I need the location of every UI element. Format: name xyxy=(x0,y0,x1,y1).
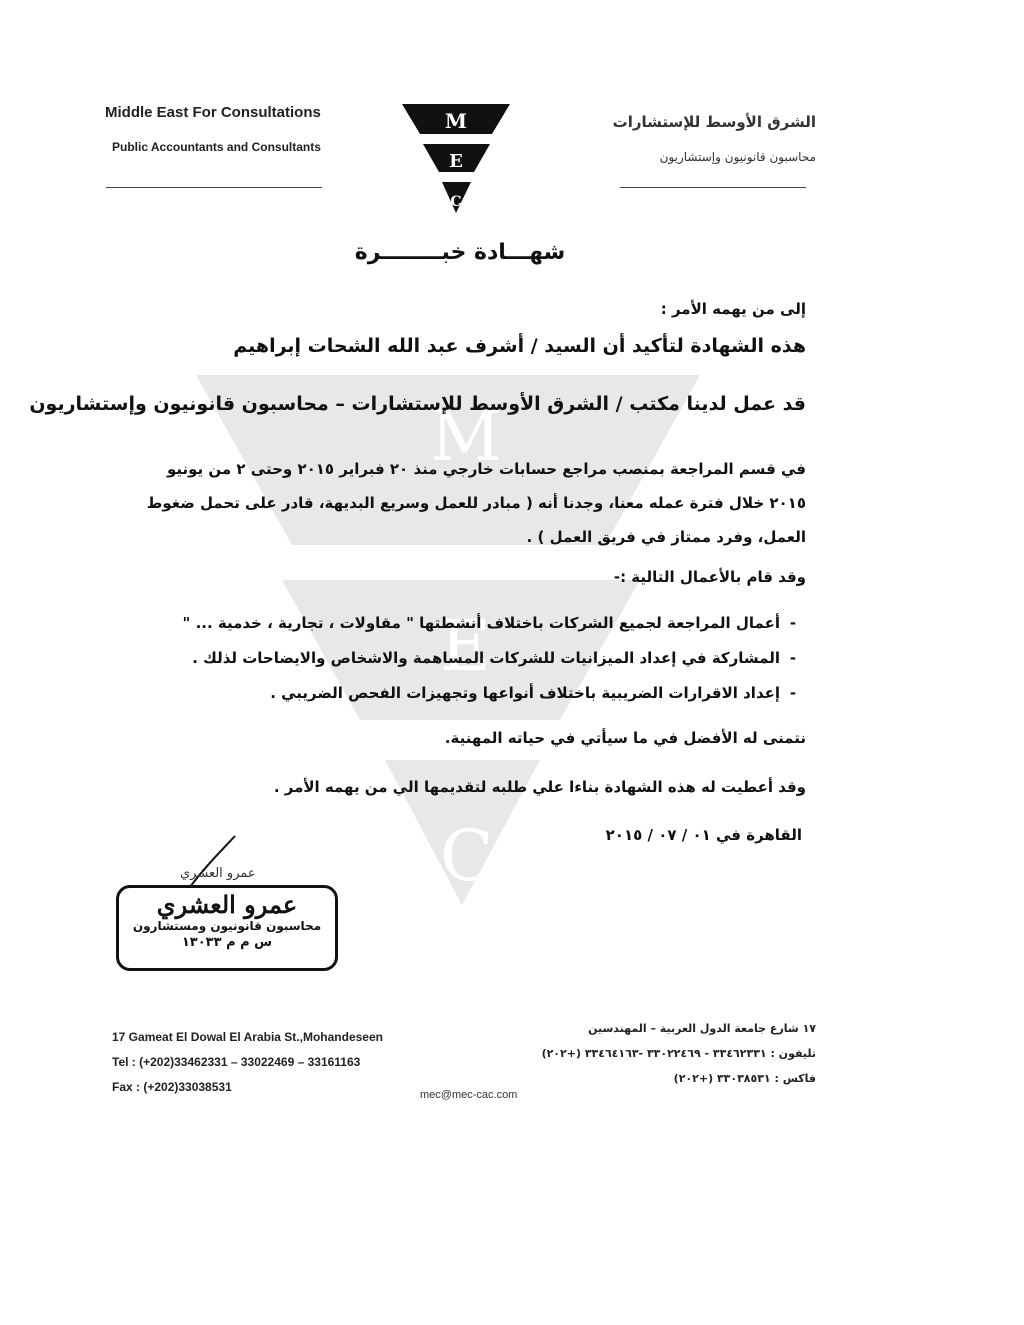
closing-line: وقد أعطيت له هذه الشهادة بناءا علي طلبه لتقديمها الي من يهمه الأمر . xyxy=(273,778,806,796)
signature-scribble xyxy=(180,832,260,892)
company-subtitle-en: Public Accountants and Consultants xyxy=(112,140,321,154)
footer-email: mec@mec-cac.com xyxy=(420,1089,518,1101)
footer-fax-ar: فاكس : ٣٣٠٣٨٥٣١ (+٢٠٢) xyxy=(673,1072,816,1085)
company-name-en: Middle East For Consultations xyxy=(105,104,321,121)
footer-address-en: 17 Gameat El Dowal El Arabia St.,Mohandeseen xyxy=(112,1030,383,1044)
signer-name: عمرو العشري xyxy=(180,866,256,881)
logo-letter-c: C xyxy=(450,194,462,210)
watermark-letter-m: M xyxy=(430,395,502,477)
salutation: إلى من يهمه الأمر : xyxy=(660,300,806,318)
footer-fax-en: Fax : (+202)33038531 xyxy=(112,1080,232,1094)
stamp-name: عمرو العشري xyxy=(156,890,298,919)
wish-line: نتمنى له الأفضل في ما سيأتي في حياته المهنية. xyxy=(444,729,806,747)
header-rule-right xyxy=(620,187,806,188)
company-logo xyxy=(402,100,512,218)
company-subtitle-ar: محاسبون قانونيون وإستشاريون xyxy=(659,150,816,164)
logo-letter-e: E xyxy=(449,151,463,172)
employment-line: قد عمل لدينا مكتب / الشرق الأوسط للإستشارات – محاسبون قانونيون وإستشاريون xyxy=(29,393,806,415)
official-stamp xyxy=(116,885,338,971)
watermark-letter-e: E xyxy=(440,605,492,687)
confirmation-line: هذه الشهادة لتأكيد أن السيد / أشرف عبد الله الشحات إبراهيم xyxy=(233,335,806,357)
footer-address-ar: ١٧ شارع جامعة الدول العربية – المهندسين xyxy=(588,1022,816,1035)
footer-tel-ar: تليفون : ٣٣٤٦٢٣٣١ - ٣٣٠٢٢٤٦٩ -٣٣٤٦٤١٦٣ (+٢٠٢) xyxy=(541,1047,816,1060)
date-line: القاهرة في ٠١ / ٠٧ / ٢٠١٥ xyxy=(605,826,802,844)
watermark-letter-c: C xyxy=(440,815,494,897)
logo-letter-m: M xyxy=(444,109,468,133)
header-rule-left xyxy=(106,187,322,188)
company-name-ar: الشرق الأوسط للإستشارات xyxy=(612,113,816,131)
certificate-title: شهـــادة خبــــــــرة xyxy=(354,240,566,265)
task-item: -إعداد الاقرارات الضريبية باختلاف أنواعها وتجهيزات الفحص الضريبي . xyxy=(270,684,797,702)
stamp-registration: س م م ١٣٠٣٣ xyxy=(181,935,273,950)
performance-paragraph: في قسم المراجعة بمنصب مراجع حسابات خارجي منذ ٢٠ فبراير ٢٠١٥ وحتى ٢ من يونيو ٢٠١٥ خلال فترة عمله معنا، وجدنا أنه ( مبادر للعمل وسريع البديهة، قادر على تحمل ضغوط العمل، وفرد ممتاز في فريق العمل ) . xyxy=(146,460,806,546)
footer-tel-en: Tel : (+202)33462331 – 33022469 – 33161163 xyxy=(112,1055,361,1069)
stamp-title: محاسبون قانونيون ومستشارون xyxy=(132,919,322,933)
task-item: -المشاركة في إعداد الميزانيات للشركات المساهمة والاشخاص والايضاحات لذلك . xyxy=(192,649,797,667)
task-item: -أعمال المراجعة لجميع الشركات باختلاف أنشطتها " مقاولات ، تجارية ، خدمية ... " xyxy=(182,614,797,632)
tasks-heading: وقد قام بالأعمال التالية :- xyxy=(613,568,806,586)
